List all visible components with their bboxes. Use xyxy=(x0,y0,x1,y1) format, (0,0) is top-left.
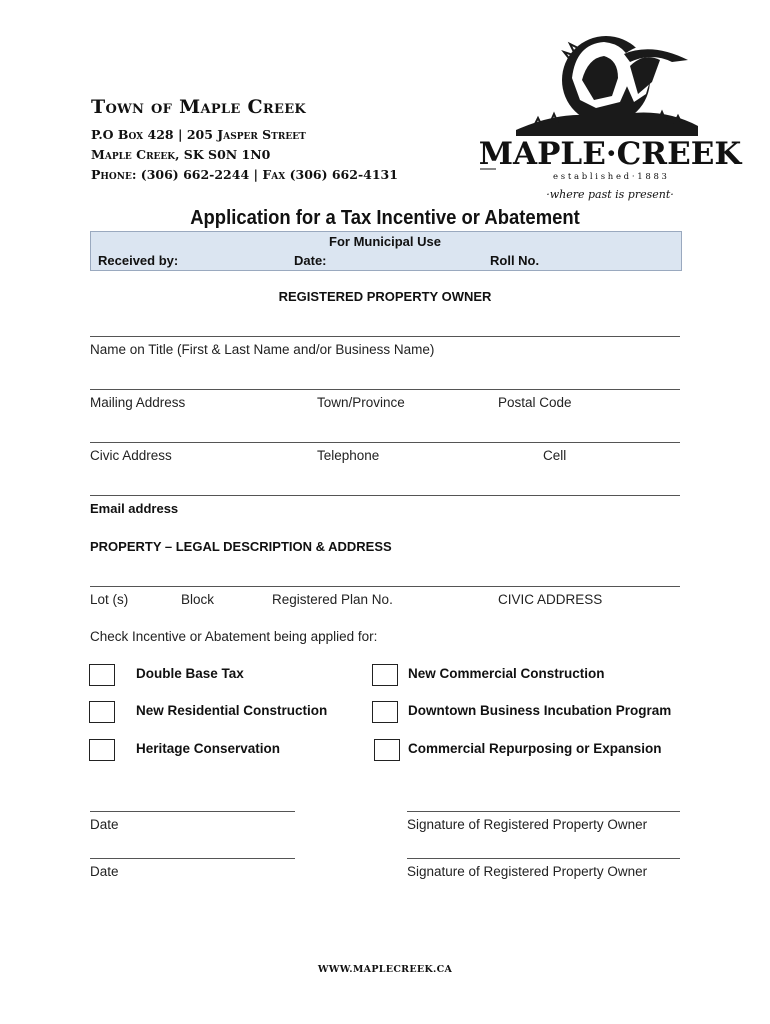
name-line xyxy=(90,336,680,337)
contact-line: Phone: (306) 662-2244 | Fax (306) 662-4131 xyxy=(91,167,398,182)
civic-address-caps-label: CIVIC ADDRESS xyxy=(498,592,603,607)
address-line: P.O Box 428 | 205 Jasper Street xyxy=(91,127,306,142)
municipal-use-label: For Municipal Use xyxy=(329,234,441,249)
date-input-1[interactable] xyxy=(90,791,299,811)
logo-established: e s t a b l i s h e d · 1 8 8 3 xyxy=(553,172,667,182)
postal-code-label: Postal Code xyxy=(498,395,572,410)
form-title: Application for a Tax Incentive or Abatement xyxy=(190,206,580,229)
double-base-tax-checkbox[interactable] xyxy=(89,664,115,686)
downtown-business-incubation-label: Downtown Business Incubation Program xyxy=(408,703,672,718)
signature-line-1 xyxy=(407,811,680,812)
date-label-1: Date xyxy=(90,817,119,832)
date-input-2[interactable] xyxy=(90,838,299,858)
mailing-address-input[interactable] xyxy=(90,369,684,389)
signature-label-1: Signature of Registered Property Owner xyxy=(407,817,648,832)
new-residential-construction-label: New Residential Construction xyxy=(136,703,328,718)
telephone-label: Telephone xyxy=(317,448,380,463)
name-on-title-label: Name on Title (First & Last Name and/or Business Name) xyxy=(90,342,435,357)
roll-no-label: Roll No. xyxy=(490,253,540,268)
heritage-conservation-label: Heritage Conservation xyxy=(136,741,281,756)
email-input[interactable] xyxy=(90,475,684,495)
block-label: Block xyxy=(181,592,215,607)
signature-line-2 xyxy=(407,858,680,859)
website-footer: WWW.MAPLECREEK.CA xyxy=(317,964,453,975)
town-province-label: Town/Province xyxy=(317,395,405,410)
signature-label-2: Signature of Registered Property Owner xyxy=(407,864,648,879)
city-line: Maple Creek, SK S0N 1N0 xyxy=(91,147,271,162)
lot-label: Lot (s) xyxy=(90,592,129,607)
signature-input-2[interactable] xyxy=(407,838,684,858)
maple-creek-logo xyxy=(476,22,744,204)
cell-label: Cell xyxy=(543,448,567,463)
new-commercial-construction-checkbox[interactable] xyxy=(372,664,398,686)
commercial-repurposing-label: Commercial Repurposing or Expansion xyxy=(408,741,662,756)
property-section-heading: PROPERTY – LEGAL DESCRIPTION & ADDRESS xyxy=(90,539,392,554)
double-base-tax-label: Double Base Tax xyxy=(136,666,244,681)
mailing-line xyxy=(90,389,680,390)
incentive-prompt: Check Incentive or Abatement being applied for: xyxy=(90,629,378,644)
logo-name: MAPLE·CREEK xyxy=(478,136,742,172)
date-line-1 xyxy=(90,811,295,812)
date-label-municipal: Date: xyxy=(294,253,327,268)
new-commercial-construction-label: New Commercial Construction xyxy=(408,666,605,681)
date-line-2 xyxy=(90,858,295,859)
logo-tagline: ·where past is present· xyxy=(546,188,674,201)
name-on-title-input[interactable] xyxy=(90,316,684,336)
signature-input-1[interactable] xyxy=(407,791,684,811)
civic-address-input[interactable] xyxy=(90,422,684,442)
new-residential-construction-checkbox[interactable] xyxy=(89,701,115,723)
property-description-input[interactable] xyxy=(90,566,684,586)
org-name: Town of Maple Creek xyxy=(91,96,307,118)
plan-label: Registered Plan No. xyxy=(272,592,393,607)
mailing-address-label: Mailing Address xyxy=(90,395,186,410)
email-line xyxy=(90,495,680,496)
property-line xyxy=(90,586,680,587)
owner-section-heading: REGISTERED PROPERTY OWNER xyxy=(278,289,492,304)
email-label: Email address xyxy=(90,501,179,516)
downtown-business-incubation-checkbox[interactable] xyxy=(372,701,398,723)
date-label-2: Date xyxy=(90,864,119,879)
received-by-label: Received by: xyxy=(98,253,179,268)
heritage-conservation-checkbox[interactable] xyxy=(89,739,115,761)
commercial-repurposing-checkbox[interactable] xyxy=(374,739,400,761)
civic-line xyxy=(90,442,680,443)
civic-address-label: Civic Address xyxy=(90,448,172,463)
